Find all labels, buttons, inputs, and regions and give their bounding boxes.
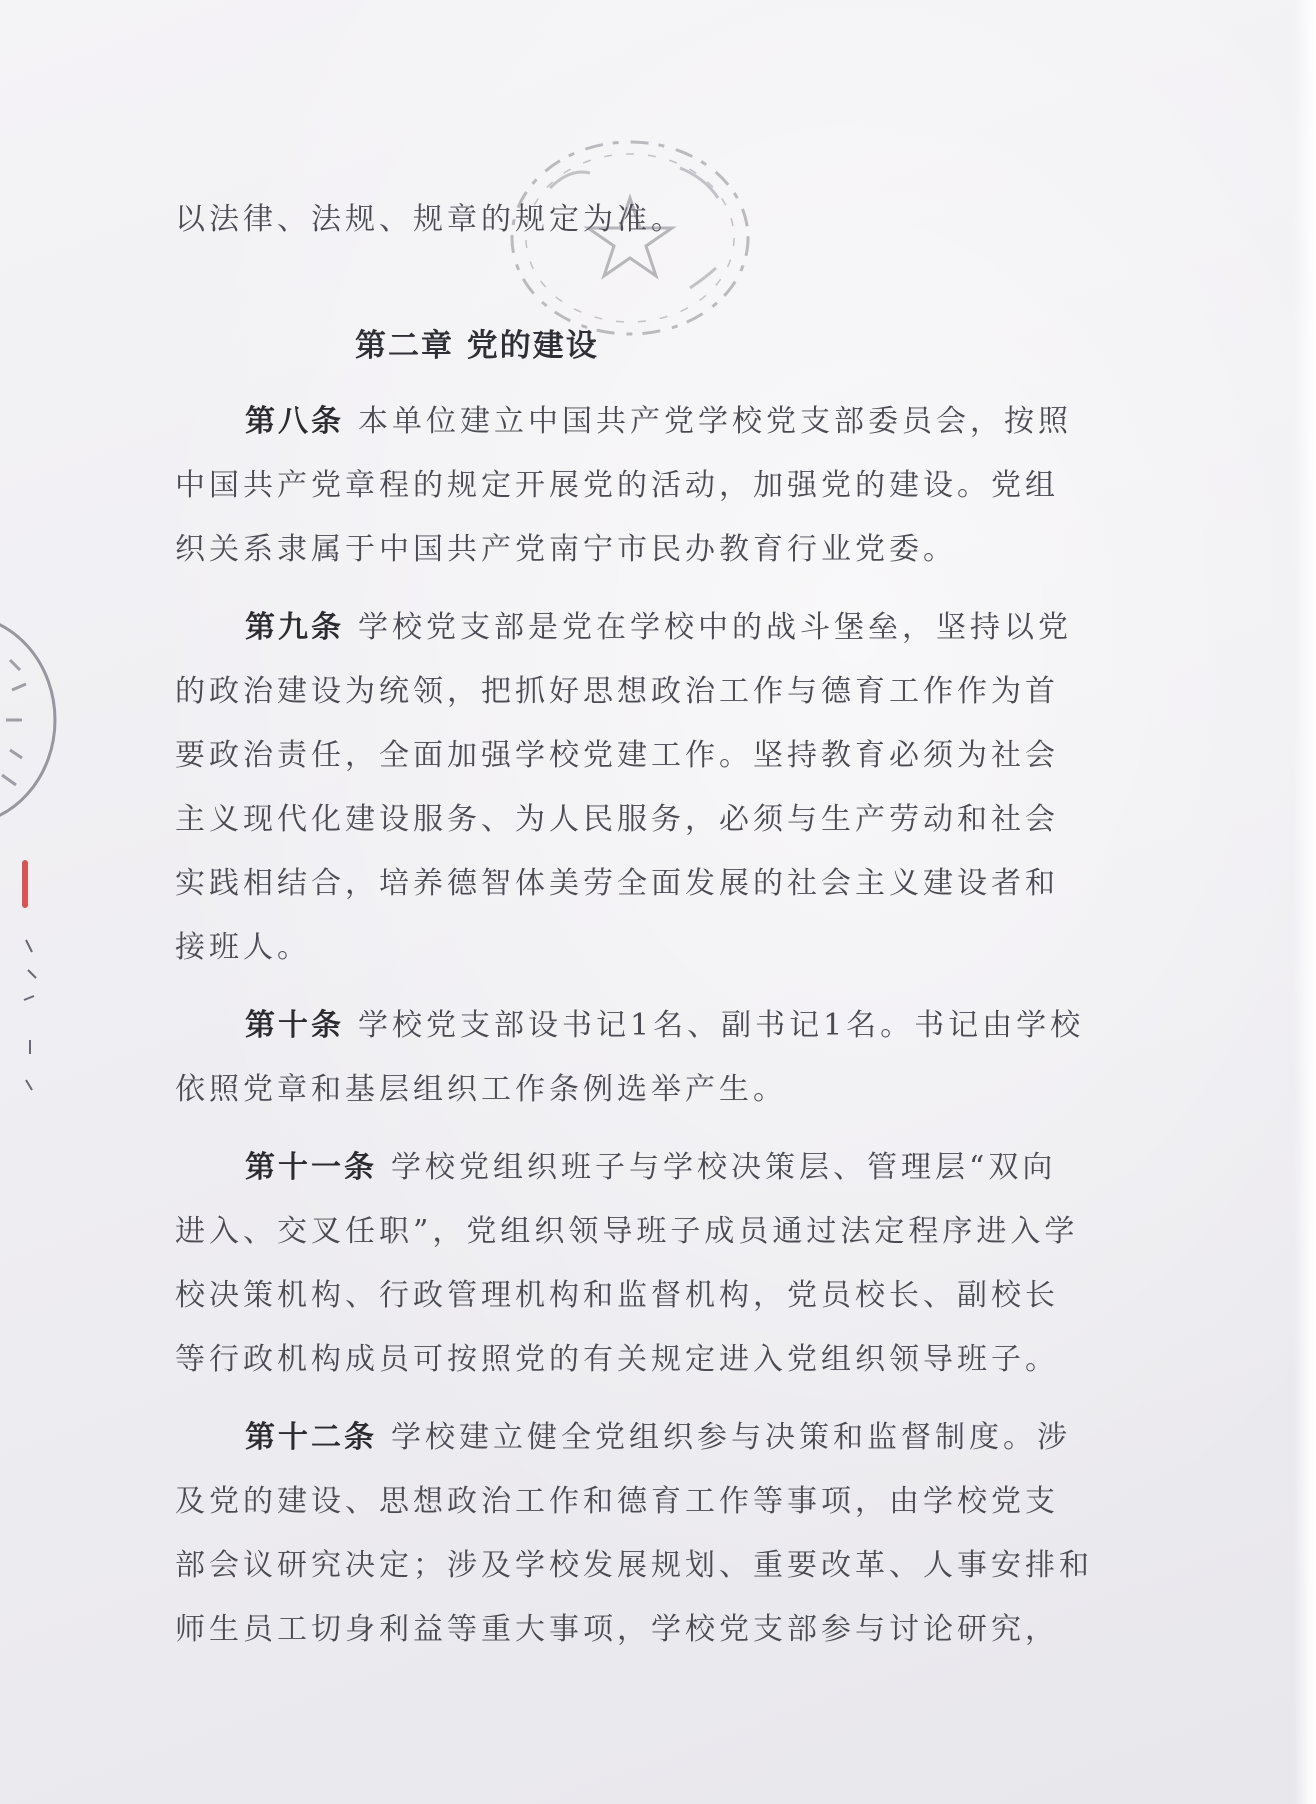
article-11-line-2: 进入、交叉任职”，党组织领导班子成员通过法定程序进入学 — [175, 1214, 1079, 1249]
opening-line: 以法律、法规、规章的规定为准。 — [175, 202, 685, 237]
article-10-line-2: 依照党章和基层组织工作条例选举产生。 — [175, 1072, 787, 1107]
article-11-line-1: 学校党组织班子与学校决策层、管理层“双向 — [391, 1150, 1057, 1185]
article-8-line-1: 本单位建立中国共产党学校党支部委员会，按照 — [358, 404, 1072, 439]
edge-seal-stamp — [0, 600, 70, 840]
article-9-line-3: 要政治责任，全面加强学校党建工作。坚持教育必须为社会 — [175, 738, 1059, 773]
chapter-title: 第二章 党的建设 — [355, 328, 599, 364]
edge-ink-marks — [18, 930, 48, 1130]
article-12-first-line — [245, 1416, 1071, 1460]
article-12-label: 第十二条 — [245, 1420, 377, 1455]
article-12-line-2: 及党的建设、思想政治工作和德育工作等事项，由学校党支 — [175, 1484, 1059, 1519]
article-8-line-2: 中国共产党章程的规定开展党的活动，加强党的建设。党组 — [175, 468, 1059, 503]
article-9-line-1: 学校党支部是党在学校中的战斗堡垒，坚持以党 — [358, 610, 1072, 645]
article-8-first-line — [245, 400, 1072, 444]
article-8-label: 第八条 — [245, 404, 344, 439]
article-11-label: 第十一条 — [245, 1150, 377, 1185]
red-binding-mark — [22, 860, 28, 908]
article-12-line-4: 师生员工切身利益等重大事项，学校党支部参与讨论研究， — [175, 1612, 1059, 1647]
article-11-first-line — [245, 1146, 1056, 1190]
article-10-first-line — [245, 1004, 1084, 1048]
page-edge-highlight — [1294, 0, 1316, 1804]
article-8-line-3: 织关系隶属于中国共产党南宁市民办教育行业党委。 — [175, 532, 957, 567]
article-10-line-1: 学校党支部设书记1名、副书记1名。书记由学校 — [358, 1008, 1085, 1043]
article-9-line-6: 接班人。 — [175, 930, 311, 965]
article-10-label: 第十条 — [245, 1008, 344, 1043]
article-11-line-4: 等行政机构成员可按照党的有关规定进入党组织领导班子。 — [175, 1342, 1059, 1377]
article-12-line-3: 部会议研究决定；涉及学校发展规划、重要改革、人事安排和 — [175, 1548, 1093, 1583]
article-9-label: 第九条 — [245, 610, 344, 645]
article-9-first-line — [245, 606, 1072, 650]
article-9-line-5: 实践相结合，培养德智体美劳全面发展的社会主义建设者和 — [175, 866, 1059, 901]
article-9-line-2: 的政治建设为统领，把抓好思想政治工作与德育工作作为首 — [175, 674, 1059, 709]
article-12-line-1: 学校建立健全党组织参与决策和监督制度。涉 — [391, 1420, 1071, 1455]
article-11-line-3: 校决策机构、行政管理机构和监督机构，党员校长、副校长 — [175, 1278, 1059, 1313]
article-9-line-4: 主义现代化建设服务、为人民服务，必须与生产劳动和社会 — [175, 802, 1059, 837]
